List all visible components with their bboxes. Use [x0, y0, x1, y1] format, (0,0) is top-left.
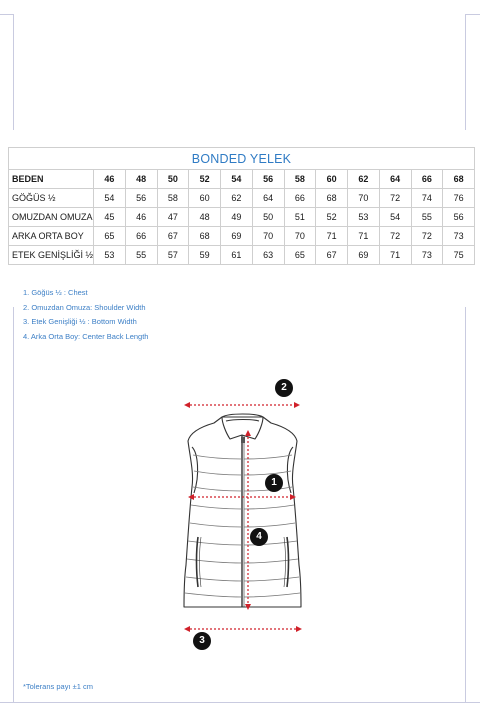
table-title-row: [9, 148, 475, 170]
table-row: [9, 227, 475, 246]
table-cell: 64: [252, 189, 284, 208]
table-header-row: [9, 170, 475, 189]
table-cell: 55: [125, 246, 157, 265]
legend-item-length: 4. Arka Orta Boy: Center Back Length: [23, 331, 149, 341]
table-cell: 49: [221, 208, 253, 227]
table-row: [9, 208, 475, 227]
table-row: [9, 246, 475, 265]
table-cell: 57: [157, 246, 189, 265]
table-cell: 61: [221, 246, 253, 265]
table-cell: 46: [125, 208, 157, 227]
frame-line-left-top: [13, 14, 14, 130]
table-cell: 70: [252, 227, 284, 246]
table-cell: 69: [348, 246, 380, 265]
frame-line-bottom: [0, 702, 480, 703]
table-cell: 60: [189, 189, 221, 208]
row-label: ARKA ORTA BOY: [9, 227, 94, 246]
table-cell: 59: [189, 246, 221, 265]
table-cell: 65: [94, 227, 126, 246]
table-cell: 62: [221, 189, 253, 208]
size-table: [8, 147, 475, 265]
table-cell: 71: [348, 227, 380, 246]
table-cell: 67: [316, 246, 348, 265]
table-cell: 56: [443, 208, 475, 227]
table-cell: 55: [411, 208, 443, 227]
marker-3: 3: [193, 632, 211, 650]
frame-line-right-top: [465, 14, 466, 130]
table-cell: 73: [411, 246, 443, 265]
table-cell: 53: [94, 246, 126, 265]
legend-item-shoulder: 2. Omuzdan Omuza: Shoulder Width: [23, 302, 146, 312]
table-cell: 70: [284, 227, 316, 246]
table-cell: 71: [379, 246, 411, 265]
table-cell: 72: [379, 227, 411, 246]
measurement-legend: [23, 286, 148, 344]
size-header: 52: [189, 170, 221, 189]
row-label: GÖĞÜS ½: [9, 189, 94, 208]
frame-line-right-bottom: [465, 307, 466, 702]
table-cell: 73: [443, 227, 475, 246]
table-cell: 54: [94, 189, 126, 208]
table-cell: 72: [411, 227, 443, 246]
table-cell: 65: [284, 246, 316, 265]
size-header: 62: [348, 170, 380, 189]
frame-line-top-left: [0, 14, 13, 15]
size-header: 64: [379, 170, 411, 189]
frame-line-left-bottom: [13, 307, 14, 702]
left-pocket: [197, 537, 199, 587]
table-cell: 68: [189, 227, 221, 246]
size-header: 58: [284, 170, 316, 189]
table-cell: 66: [284, 189, 316, 208]
table-cell: 63: [252, 246, 284, 265]
table-cell: 75: [443, 246, 475, 265]
size-header: 68: [443, 170, 475, 189]
table-cell: 58: [157, 189, 189, 208]
frame-line-top-right: [465, 14, 480, 15]
legend-item-chest: 1. Göğüs ½ : Chest: [23, 288, 88, 297]
table-cell: 68: [316, 189, 348, 208]
table-cell: 53: [348, 208, 380, 227]
vest-illustration: [170, 375, 315, 655]
table-cell: 76: [443, 189, 475, 208]
right-pocket: [287, 537, 289, 587]
marker-1: 1: [265, 474, 283, 492]
marker-4: 4: [250, 528, 268, 546]
size-header: 48: [125, 170, 157, 189]
tolerance-note: *Tolerans payı ±1 cm: [23, 682, 93, 691]
size-header: 46: [94, 170, 126, 189]
size-header: 50: [157, 170, 189, 189]
table-cell: 69: [221, 227, 253, 246]
table-cell: 56: [125, 189, 157, 208]
table-cell: 71: [316, 227, 348, 246]
row-label: OMUZDAN OMUZA: [9, 208, 94, 227]
table-cell: 67: [157, 227, 189, 246]
table-cell: 48: [189, 208, 221, 227]
header-label: BEDEN: [9, 170, 94, 189]
row-label: ETEK GENİŞLİĞİ ½: [9, 246, 94, 265]
size-header: 54: [221, 170, 253, 189]
table-cell: 70: [348, 189, 380, 208]
size-header: 56: [252, 170, 284, 189]
marker-2: 2: [275, 379, 293, 397]
table-cell: 47: [157, 208, 189, 227]
size-header: 66: [411, 170, 443, 189]
table-cell: 66: [125, 227, 157, 246]
table-title: BONDED YELEK: [9, 148, 475, 170]
table-cell: 72: [379, 189, 411, 208]
size-header: 60: [316, 170, 348, 189]
legend-item-bottom: 3. Etek Genişliği ½ : Bottom Width: [23, 317, 137, 326]
table-cell: 45: [94, 208, 126, 227]
table-cell: 52: [316, 208, 348, 227]
table-cell: 74: [411, 189, 443, 208]
table-cell: 54: [379, 208, 411, 227]
table-row: [9, 189, 475, 208]
table-cell: 51: [284, 208, 316, 227]
table-cell: 50: [252, 208, 284, 227]
